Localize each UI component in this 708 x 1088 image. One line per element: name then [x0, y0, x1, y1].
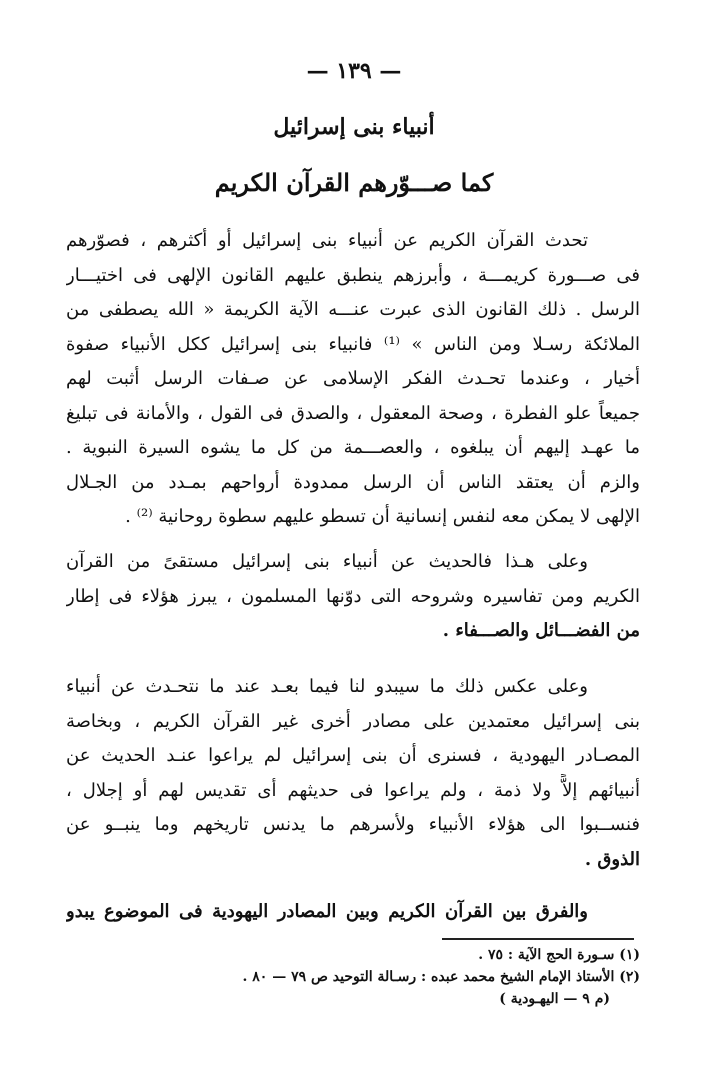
paragraph-line: أنبيائهم إلاًّ ولا ذمة ، ولم يراعوا فى حديثهم أى تقديس لهم أو إجلال ،	[66, 779, 640, 801]
chapter-subtitle: كما صـــوّرهم القرآن الكريم	[214, 168, 494, 197]
chapter-title: أنبياء بنى إسرائيل	[273, 114, 435, 140]
paragraph-2	[66, 545, 640, 649]
paragraph-line: الرسل . ذلك القانون الذى عبرت عنـــه الآية الكريمة « الله يصطفى من	[66, 299, 640, 320]
paragraph-line: فى صـــورة كريمـــة ، وأبرزهم ينطبق عليهم القانون الإلهى فى اختيـــار	[66, 264, 640, 286]
footnote-1: (١) سـورة الحج الآية : ٧٥ .	[478, 947, 640, 963]
paragraph-line: والزم أن يعتقد الناس أن الرسل ممدودة أرواحهم بمـدد من الجـلال	[66, 471, 640, 493]
paragraph-line: أخيار ، وعندما تحـدث الفكر الإسلامى عن صـفات الرسل أثبت لهم	[66, 368, 640, 389]
footnotes	[66, 944, 640, 1010]
paragraph-line: الإلهى لا يمكن معه لنفس إنسانية أن تسطو عليهم سطوة روحانية ⁽²⁾ .	[125, 506, 640, 527]
paragraph-4	[66, 895, 640, 930]
paragraph-line: وعلى عكس ذلك ما سيبدو لنا فيما بعـد عند ما نتحـدث عن أنبياء	[66, 676, 588, 697]
paragraph-line: وعلى هـذا فالحديث عن أنبياء بنى إسرائيل مستقىً من القرآن	[66, 551, 588, 572]
paragraph-line: من الفضـــائل والصـــفاء .	[442, 620, 640, 641]
footnote-divider	[442, 938, 634, 940]
footnote-2: (٢) الأستاذ الإمام الشيخ محمد عبده : رسـالة التوحيد ص ٧٩ — ٨٠ .	[242, 969, 640, 985]
paragraph-line: جميعاً علو الفطرة ، وصحة المعقول ، والصدق فى القول ، والأمانة فى تبليغ	[66, 402, 640, 424]
paragraph-3	[66, 670, 640, 877]
paragraph-line: تحدث القرآن الكريم عن أنبياء بنى إسرائيل أو أكثرهم ، فصوّرهم	[66, 230, 588, 251]
paragraph-line: بنى إسرائيل معتمدين على مصادر أخرى غير القرآن الكريم ، وبخاصة	[66, 710, 640, 732]
paragraph-line: والفرق بين القرآن الكريم وبين المصادر اليهودية فى الموضوع يبدو	[66, 901, 588, 922]
signature-mark: (م ٩ — اليهـودية )	[499, 991, 610, 1007]
paragraph-line: المصـادر اليهودية ، فسنرى أن بنى إسرائيل لم يراعوا عنـد الحديث عن	[66, 745, 640, 766]
paragraph-line: ما عهـد إليهم أن يبلغوه ، والعصـــمة من كل ما يشوه السيرة النبوية .	[66, 437, 640, 458]
paragraph-line: فنســبوا الى هؤلاء الأنبياء ولأسرهم ما يدنس تاريخهم وما ينبــو عن	[66, 814, 640, 835]
page-number: — ١٣٩ —	[306, 58, 402, 84]
paragraph-line: الذوق .	[584, 848, 640, 870]
paragraph-line: الكريم ومن تفاسيره وشروحه التى دوّنها المسلمون ، يبرز هؤلاء فى إطار	[66, 585, 640, 607]
paragraph-line: الملائكة رسـلا ومن الناس » ⁽¹⁾ فانبياء بنى إسرائيل ككل الأنبياء صفوة	[66, 333, 640, 355]
paragraph-1	[66, 224, 640, 535]
